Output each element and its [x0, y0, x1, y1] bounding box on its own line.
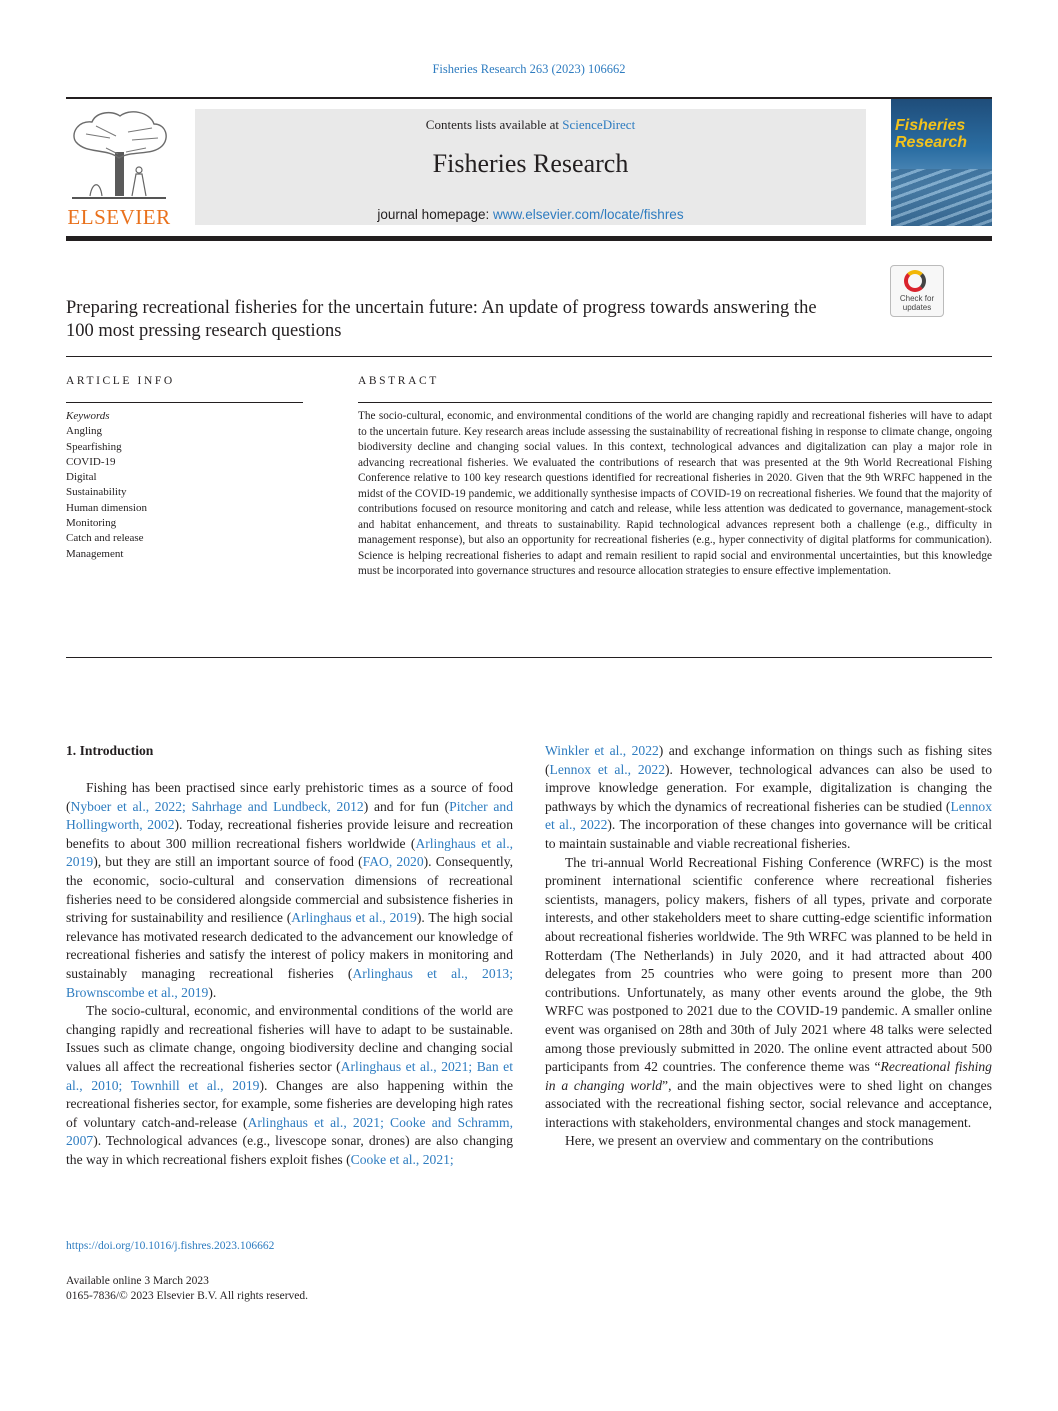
- abstract-rule: [358, 402, 992, 403]
- keyword-item: Digital: [66, 471, 97, 484]
- citation-link[interactable]: Winkler et al., 2022: [545, 743, 659, 758]
- keyword-item: Monitoring: [66, 517, 117, 530]
- keyword-item: Management: [66, 547, 124, 560]
- available-online: Available online 3 March 2023: [66, 1275, 209, 1287]
- keyword-item: COVID-19: [66, 455, 116, 468]
- text-run: The tri-annual World Recreational Fishing Conference (WRFC) is the most prominent international scientific conference where recreational fisheries scientists, managers, policy makers, fishers of all types, private and corporate interests, and other stakeholders meet to share cutting-edge scientific information about recreational fisheries worldwide. The 9th WRFC was planned to be held in Rotterdam (The Netherlands) in July 2020, and it had attracted about 400 delegates from 25 countries who were going to present more than 200 contributions. Unfortunately, as many other events around the globe, the 9th WRFC was postponed to 2021 due to the COVID-19 pandemic. A smaller online event was organised on 28th and 30th of July 2021 where 48 talks were selected among those previously submitted in 2020. The online event attracted about 500 participants from 42 countries. The conference theme was “: [545, 854, 992, 1075]
- citation-link[interactable]: Pitcher and Hollingworth, 2002: [66, 798, 514, 833]
- keyword-item: Sustainability: [66, 486, 127, 499]
- journal-homepage-link[interactable]: www.elsevier.com/locate/fishres: [493, 207, 684, 222]
- article-title: Preparing recreational fisheries for the uncertain future: An update of progress towards answering the 100 most pressing research questions: [66, 298, 817, 341]
- publication-info: [66, 1274, 308, 1304]
- citation-link[interactable]: Nyboer et al., 2022; Sahrhage and Lundbeck, 2012: [70, 798, 364, 814]
- check-updates-icon: [904, 270, 926, 292]
- citation-link[interactable]: Arlinghaus et al., 2013; Brownscombe et al., 2019: [66, 965, 513, 1000]
- paragraph-continued: [545, 742, 992, 854]
- homepage-prefix: journal homepage:: [377, 207, 493, 222]
- cover-fish-pattern: [891, 169, 992, 226]
- elsevier-logo: [66, 108, 172, 230]
- paragraph: [545, 1132, 992, 1151]
- citation-link[interactable]: Arlinghaus et al., 2021; Cooke and Schramm, 2007: [66, 1114, 514, 1149]
- text-run: ) and for fun (: [363, 798, 450, 814]
- keywords-list: [66, 409, 147, 562]
- copyright-line: 0165-7836/© 2023 Elsevier B.V. All rights reserved.: [66, 1290, 309, 1302]
- badge-line1: Check for: [899, 294, 935, 303]
- text-run: ). Today, recreational fisheries provide leisure and recreation benefits to about 300 million recreational fishers worldwide (: [66, 817, 513, 851]
- journal-banner: [195, 109, 866, 225]
- citation-link[interactable]: Arlinghaus et al., 2019: [66, 835, 513, 870]
- citation-link[interactable]: Arlinghaus et al., 2019: [291, 910, 417, 926]
- paragraph: [545, 854, 992, 1133]
- text-run: ”, and the main objectives were to shed light on changes associated with the recreational fishing sector, social relevance and acceptance, interactions with stakeholders, environmental changes and stock management.: [545, 1077, 992, 1130]
- elsevier-wordmark: ELSEVIER: [67, 205, 171, 229]
- header-thick-rule: [66, 236, 992, 241]
- text-run: ). However, technological advances can also be used to improve knowledge generation. For example, digitalization is changing the pathways by which the dynamics of recreational fisheries can be studied (: [545, 761, 992, 814]
- paragraph: [66, 1002, 513, 1169]
- text-run: ). Technological advances (e.g., livescope sonar, drones) are also changing the way in which recreational fishers exploit fishes (: [66, 1133, 513, 1167]
- text-run: Here, we present an overview and commentary on the contributions: [565, 1133, 934, 1149]
- text-run: ) and exchange information on things such as fishing sites (: [545, 743, 992, 777]
- keyword-item: Catch and release: [66, 532, 144, 545]
- journal-name: Fisheries Research: [432, 149, 629, 178]
- citation-link[interactable]: Cooke et al., 2021;: [350, 1151, 454, 1167]
- contents-prefix: Contents lists available at: [425, 117, 563, 132]
- cover-title-line2: Research: [895, 134, 968, 151]
- text-run: ).: [208, 984, 217, 1000]
- badge-line2: updates: [902, 302, 932, 312]
- elsevier-tree-icon: [66, 108, 172, 204]
- text-run: ). The incorporation of these changes into governance will be critical to maintain sustainable and viable recreational fisheries.: [545, 817, 992, 851]
- text-run: Fishing has been practised since early prehistoric times as a source of food (: [66, 780, 513, 814]
- homepage-line: [195, 207, 866, 222]
- check-updates-label: [891, 295, 943, 312]
- doi-link[interactable]: https://doi.org/10.1016/j.fishres.2023.106662: [66, 1240, 275, 1252]
- body-column-left: [66, 779, 513, 1169]
- abstract-heading: ABSTRACT: [358, 375, 439, 387]
- text-run: ). The high social relevance has motivated research dedicated to the advancement our knowledge of recreational fisheries and satisfy the interest of policy makers in monitoring and sustainably managing recreational fisheries (: [66, 910, 514, 981]
- cover-title: [895, 117, 967, 151]
- body-column-right: [545, 742, 992, 1151]
- citation-link[interactable]: Lennox et al., 2022: [545, 798, 992, 833]
- journal-cover-image: [891, 99, 992, 226]
- text-run: ), but they are still an important source of food (: [93, 854, 363, 870]
- article-info-rule: [66, 402, 303, 403]
- keywords-label: Keywords: [66, 410, 110, 422]
- check-for-updates-button[interactable]: [890, 265, 944, 317]
- article-info-heading: ARTICLE INFO: [66, 375, 175, 387]
- header-rule: [66, 97, 992, 99]
- text-run: The socio-cultural, economic, and environmental conditions of the world are changing rapidly and recreational fisheries will have to adapt to be sustainable. Issues such as climate change, ongoing biodiversity decline and changing social values all affect the recreational fisheries sector (: [66, 1003, 513, 1074]
- citation-link[interactable]: Arlinghaus et al., 2021; Ban et al., 2010; Townhill et al., 2019: [66, 1058, 513, 1093]
- citation-link[interactable]: Lennox et al., 2022: [549, 761, 666, 777]
- paragraph: [66, 779, 513, 1002]
- journal-citation-header[interactable]: Fisheries Research 263 (2023) 106662: [432, 62, 626, 76]
- section-title-introduction: 1. Introduction: [66, 743, 154, 758]
- abstract-text: The socio-cultural, economic, and environmental conditions of the world are changing rapidly and recreational fisheries will have to adapt to the uncertain future. Key research areas include assessing the sustainability of recreational fishing in response to climate change, ongoing biodiversity decline and changing social values. In this context, technological advances and digitalization can play a major role in advancing recreational fisheries. We evaluated the contributions of research that was presented at the 9th World Recreational Fishing Conference relative to 100 key research questions identified for recreational fisheries in 2020. Given that the 9th WRFC happened in the midst of the COVID-19 pandemic, we additionally synthesise impacts of COVID-19 on recreational fisheries. We found that the majority of contributions focused on resource monitoring and catch and release, while less attention was dedicated to governance, management-stock and habitat enhancement, and threats to sustainability. Rapid technological advances represent both a challenge (e.g., difficulty in management response), but also an opportunity for recreational fisheries (e.g., hyper connectivity of digital platforms for communication). Science is helping recreational fisheries to adapt and remain resilient to rapid social and environmental uncertainties, but this knowledge must be incorporated into governance structures and resource allocation strategies to ensure effective implementation.: [358, 410, 992, 577]
- citation-link[interactable]: FAO, 2020: [362, 854, 424, 870]
- title-rule: [66, 356, 992, 357]
- keyword-item: Spearfishing: [66, 440, 122, 453]
- text-run: ). Consequently, the economic, socio-cultural and conservation dimensions of recreational fisheries need to be considered alongside commercial and subsistence fisheries in striving for sustainability and resilience (: [66, 854, 514, 926]
- contents-line: [195, 117, 866, 133]
- keyword-item: Angling: [66, 425, 103, 438]
- emphasis-text: Recreational fishing in a changing world: [545, 1059, 992, 1093]
- text-run: ). Changes are also happening within the recreational fisheries sector, for example, some fisheries are developing high rates of voluntary catch-and-release (: [66, 1077, 513, 1130]
- sciencedirect-link[interactable]: ScienceDirect: [562, 117, 636, 132]
- keyword-item: Human dimension: [66, 501, 147, 514]
- abstract-bottom-rule: [66, 657, 992, 658]
- cover-title-line1: Fisheries: [895, 117, 966, 134]
